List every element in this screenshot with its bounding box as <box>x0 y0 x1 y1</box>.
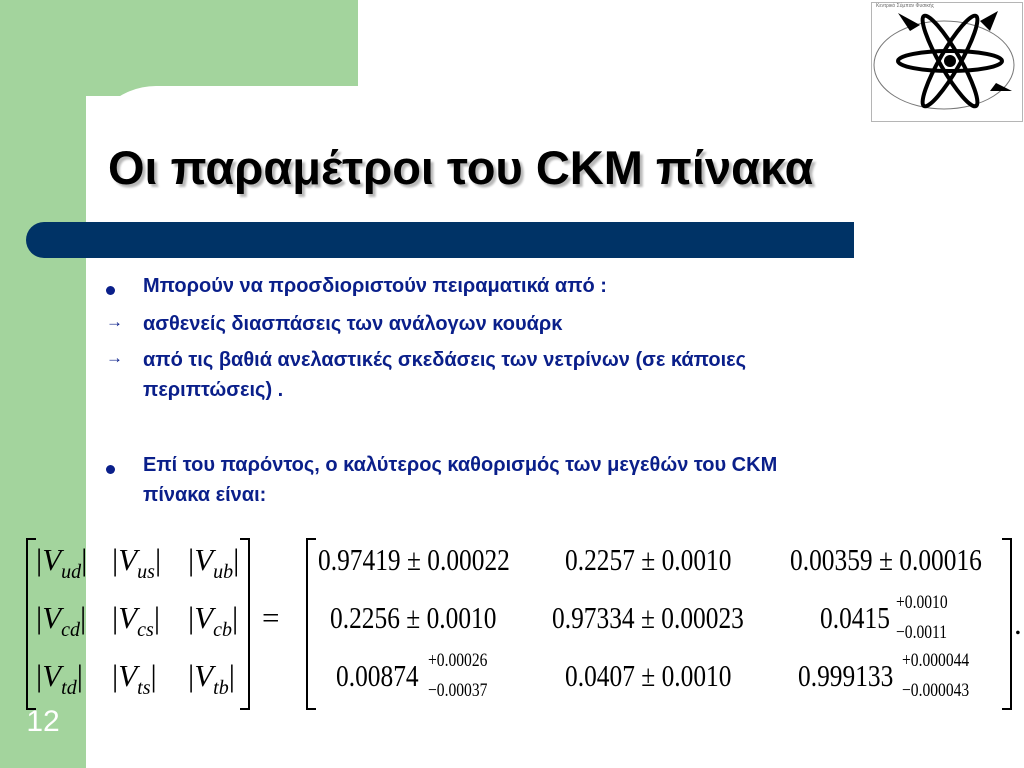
matrix-element-vcd: |Vcd| <box>36 600 87 641</box>
matrix-element-vub: |Vub| <box>188 542 240 583</box>
matrix-element-vts: |Vts| <box>112 658 157 699</box>
matrix-value-td-lower-error: −0.00037 <box>428 680 488 701</box>
matrix-element-vcs: |Vcs| <box>112 600 161 641</box>
matrix-element-vtb: |Vtb| <box>188 658 235 699</box>
matrix-value-cs: 0.97334 ± 0.00023 <box>552 600 744 635</box>
top-green-block <box>0 0 358 96</box>
matrix-element-vus: |Vus| <box>112 542 162 583</box>
bullet-dot-icon <box>106 461 115 479</box>
arrow-right-icon: → <box>106 312 123 331</box>
bullet-line: Επί του παρόντος, ο καλύτερος καθορισμός των μεγεθών του CKM <box>143 454 778 476</box>
matrix-value-td-upper-error: +0.00026 <box>428 650 488 671</box>
trailing-period: . <box>1014 606 1022 641</box>
matrix-value-tb: 0.999133 <box>798 658 894 693</box>
matrix-value-tb-lower-error: −0.000043 <box>902 680 970 701</box>
equals-sign: = <box>262 600 280 635</box>
logo-caption: Κεντρικό Σύμπαν Φυσικής <box>876 3 935 9</box>
bullet-line: Μπορούν να προσδιοριστούν πειραματικά από : <box>143 275 607 297</box>
title-underline-bar <box>26 222 854 258</box>
bullet-dot-icon <box>106 282 115 300</box>
left-matrix-close-bracket <box>240 538 250 710</box>
bullet-line: πίνακα είναι: <box>143 484 267 506</box>
matrix-value-cd: 0.2256 ± 0.0010 <box>330 600 497 635</box>
matrix-element-vtd: |Vtd| <box>36 658 83 699</box>
matrix-element-vcb: |Vcb| <box>188 600 239 641</box>
matrix-value-cb-lower-error: −0.0011 <box>896 622 948 643</box>
page-title: Οι παραμέτροι του CKM πίνακα <box>108 141 814 194</box>
matrix-value-ub: 0.00359 ± 0.00016 <box>790 542 982 577</box>
arrow-right-icon: → <box>106 348 123 367</box>
matrix-value-ud: 0.97419 ± 0.00022 <box>318 542 510 577</box>
matrix-value-cb-upper-error: +0.0010 <box>896 592 948 613</box>
matrix-value-us: 0.2257 ± 0.0010 <box>565 542 732 577</box>
bullet-line: από τις βαθιά ανελαστικές σκεδάσεις των νετρίνων (σε κάποιες <box>143 349 747 371</box>
atom-icon <box>872 3 1022 121</box>
matrix-value-cb: 0.0415 <box>820 600 890 635</box>
matrix-value-ts: 0.0407 ± 0.0010 <box>565 658 732 693</box>
right-matrix-open-bracket <box>306 538 316 710</box>
ckm-equation <box>0 530 1024 710</box>
matrix-value-td: 0.00874 <box>336 658 419 693</box>
left-matrix-open-bracket <box>26 538 36 710</box>
matrix-value-tb-upper-error: +0.000044 <box>902 650 970 671</box>
matrix-element-vud: |Vud| <box>36 542 88 583</box>
bullet-line: περιπτώσεις) . <box>143 379 284 401</box>
right-matrix-close-bracket <box>1002 538 1012 710</box>
slide-number: 12 <box>26 705 60 738</box>
logo <box>871 2 1023 122</box>
bullet-line: ασθενείς διασπάσεις των ανάλογων κουάρκ <box>143 313 563 335</box>
